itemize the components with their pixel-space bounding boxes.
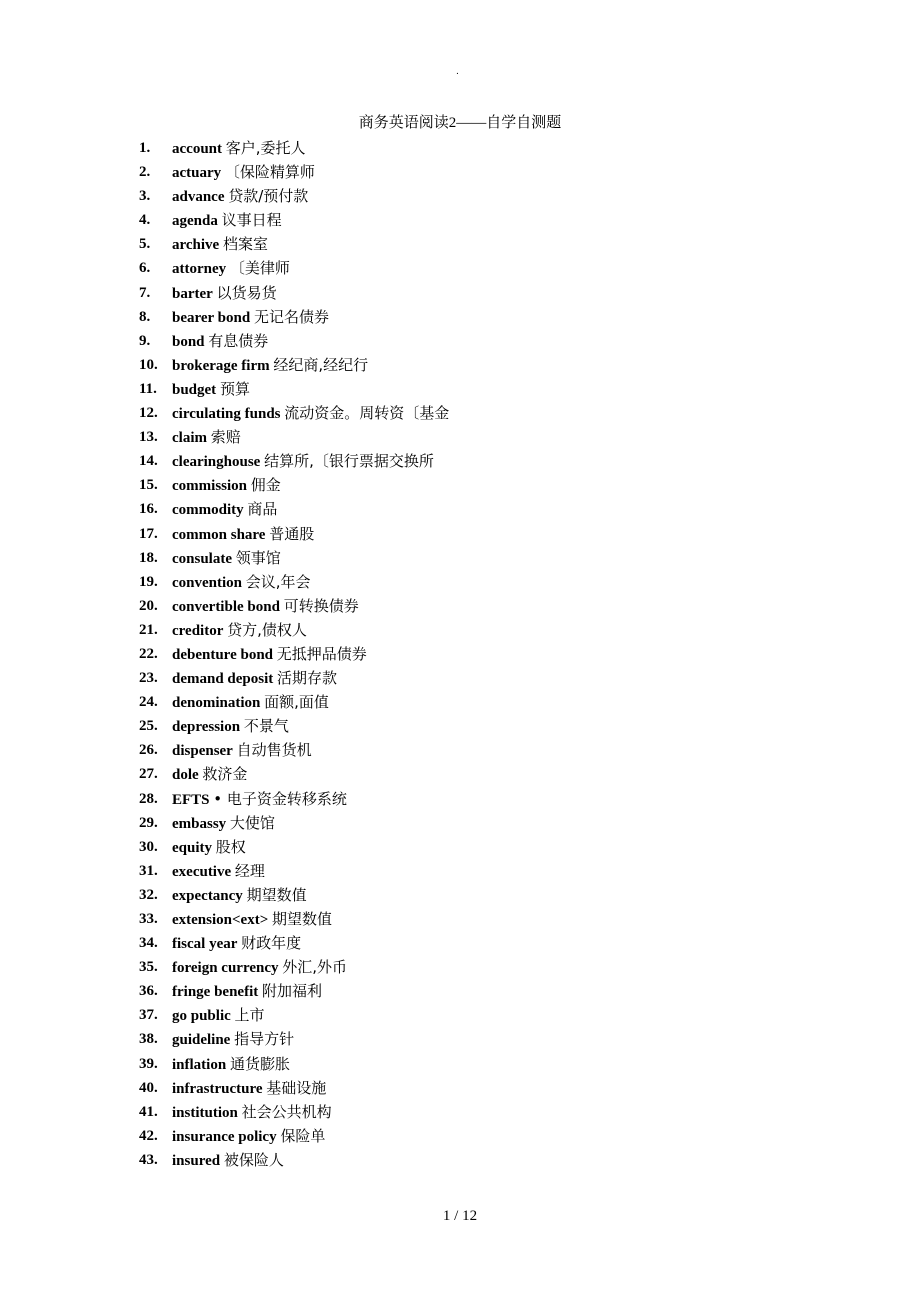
term-english: convertible bond <box>172 598 280 615</box>
item-number: 19. <box>139 573 158 590</box>
item-number: 20. <box>139 597 158 614</box>
item-number: 43. <box>139 1151 158 1168</box>
term-english: circulating funds <box>172 406 281 423</box>
item-number: 9. <box>139 332 151 349</box>
item-body <box>172 859 265 884</box>
item-body <box>172 425 241 450</box>
item-number: 30. <box>139 838 158 855</box>
term-english: bond <box>172 333 205 350</box>
list-item <box>0 136 920 160</box>
term-english: institution <box>172 1104 238 1121</box>
term-english: agenda <box>172 213 218 230</box>
item-body <box>172 232 268 257</box>
term-chinese: 结算所,〔银行票据交换所 <box>264 452 434 471</box>
term-english: infrastructure <box>172 1080 263 1097</box>
item-number: 35. <box>139 959 158 976</box>
term-chinese: 期望数值 <box>246 885 307 904</box>
list-item <box>0 762 920 786</box>
term-chinese: 不景气 <box>243 717 289 736</box>
term-english: debenture bond <box>172 646 274 663</box>
term-english: brokerage firm <box>172 357 270 374</box>
term-english: executive <box>172 863 232 880</box>
list-item <box>0 1100 920 1124</box>
list-item <box>0 377 920 401</box>
term-english: common share <box>172 526 266 543</box>
term-chinese: 可转换债券 <box>283 596 359 615</box>
item-number: 27. <box>139 766 158 783</box>
list-item <box>0 979 920 1003</box>
list-item <box>0 1148 920 1172</box>
list-item <box>0 305 920 329</box>
term-english: dispenser <box>172 743 233 760</box>
item-number: 2. <box>139 164 151 181</box>
item-number: 11. <box>139 380 157 397</box>
item-body <box>172 690 329 715</box>
list-item <box>0 1027 920 1051</box>
term-english: archive <box>172 237 220 254</box>
list-item <box>0 401 920 425</box>
item-number: 1. <box>139 140 151 156</box>
item-number: 28. <box>139 790 158 807</box>
item-body <box>172 208 282 233</box>
term-english: denomination <box>172 695 261 712</box>
item-body <box>172 329 268 354</box>
term-chinese: 客户,委托人 <box>225 139 306 157</box>
item-body <box>172 160 315 185</box>
term-english: advance <box>172 189 225 206</box>
term-chinese: 社会公共机构 <box>241 1102 332 1121</box>
term-chinese: 〔美律师 <box>229 259 290 278</box>
term-english: budget <box>172 381 217 398</box>
list-item <box>0 811 920 835</box>
term-chinese: 通货膨胀 <box>229 1054 290 1073</box>
term-chinese: 保险单 <box>280 1126 326 1145</box>
list-item <box>0 907 920 931</box>
item-number: 10. <box>139 356 158 373</box>
term-chinese: 普通股 <box>269 524 315 543</box>
term-chinese: 贷款/预付款 <box>228 187 309 206</box>
list-item <box>0 353 920 377</box>
list-item <box>0 883 920 907</box>
item-body <box>172 811 275 836</box>
item-body <box>172 305 329 330</box>
term-english: insured <box>172 1152 221 1169</box>
item-number: 26. <box>139 742 158 759</box>
term-chinese: 基础设施 <box>266 1078 327 1097</box>
term-chinese: 〔保险精算师 <box>224 163 315 182</box>
term-english: convention <box>172 574 243 591</box>
term-chinese: 商品 <box>247 500 278 519</box>
term-chinese: 财政年度 <box>241 934 302 953</box>
list-item <box>0 449 920 473</box>
item-number: 15. <box>139 477 158 494</box>
term-chinese: 活期存款 <box>277 669 338 688</box>
item-number: 33. <box>139 911 158 927</box>
list-item <box>0 570 920 594</box>
list-item <box>0 618 920 642</box>
term-chinese: 贷方,债权人 <box>227 620 307 639</box>
term-english: equity <box>172 839 213 856</box>
item-number: 32. <box>139 886 158 903</box>
item-number: 22. <box>139 645 158 662</box>
term-english: commodity <box>172 502 244 519</box>
term-chinese: 经理 <box>234 861 265 880</box>
item-body <box>172 570 311 595</box>
list-item <box>0 208 920 232</box>
list-item <box>0 1124 920 1148</box>
term-chinese: 预算 <box>219 379 250 398</box>
item-body <box>172 618 307 643</box>
list-item <box>0 738 920 762</box>
list-item <box>0 690 920 714</box>
term-english: inflation <box>172 1056 227 1073</box>
list-item <box>0 184 920 208</box>
list-item <box>0 1076 920 1100</box>
item-number: 23. <box>139 670 158 687</box>
list-item <box>0 256 920 280</box>
term-chinese: 索赔 <box>210 428 241 447</box>
term-chinese: 议事日程 <box>221 211 282 230</box>
term-english: creditor <box>172 622 224 639</box>
item-body <box>172 835 246 860</box>
term-chinese: 被保险人 <box>223 1150 284 1169</box>
term-chinese: 附加福利 <box>261 982 322 1001</box>
item-number: 18. <box>139 549 158 566</box>
term-english: commission <box>172 478 247 495</box>
term-chinese: 救济金 <box>202 765 248 784</box>
item-number: 21. <box>139 621 158 638</box>
term-english: insurance policy <box>172 1128 277 1145</box>
item-number: 31. <box>139 862 158 879</box>
item-body <box>172 1100 332 1125</box>
item-body <box>172 714 289 739</box>
term-chinese: 以货易货 <box>216 283 277 302</box>
item-number: 41. <box>139 1103 158 1120</box>
item-body <box>172 642 367 667</box>
term-english: claim <box>172 430 207 447</box>
item-body <box>172 979 322 1004</box>
item-body <box>172 907 332 932</box>
term-english: attorney <box>172 261 227 278</box>
list-item <box>0 473 920 497</box>
list-item <box>0 160 920 184</box>
item-number: 6. <box>139 260 151 277</box>
term-english: embassy <box>172 815 227 832</box>
term-chinese: 佣金 <box>250 476 281 495</box>
item-number: 16. <box>139 501 158 518</box>
term-english: guideline <box>172 1032 231 1049</box>
list-item <box>0 787 920 811</box>
term-chinese: 无记名债券 <box>253 307 329 326</box>
item-body <box>172 473 281 498</box>
term-chinese: 外汇,外币 <box>282 958 348 977</box>
item-number: 24. <box>139 694 158 711</box>
document-title: 商务英语阅读2——自学自测题 <box>358 115 562 131</box>
list-item <box>0 714 920 738</box>
item-body <box>172 353 368 378</box>
term-chinese: • 电子资金转移系统 <box>213 789 347 808</box>
term-english: go public <box>172 1008 231 1025</box>
header-mark: . <box>456 67 459 77</box>
item-number: 29. <box>139 814 158 831</box>
item-number: 36. <box>139 983 158 1000</box>
list-item <box>0 281 920 305</box>
item-body <box>172 666 337 691</box>
item-number: 42. <box>139 1127 158 1144</box>
item-number: 40. <box>139 1079 158 1096</box>
item-number: 14. <box>139 453 158 470</box>
item-body <box>172 1124 325 1149</box>
item-body <box>172 497 277 522</box>
item-number: 17. <box>139 525 158 542</box>
list-item <box>0 232 920 256</box>
term-english: fiscal year <box>172 936 238 953</box>
term-english: bearer bond <box>172 309 251 326</box>
item-body <box>172 377 250 402</box>
item-body <box>172 401 449 426</box>
term-english: foreign currency <box>172 960 279 977</box>
term-chinese: 经纪商,经纪行 <box>273 355 369 374</box>
term-chinese: 领事馆 <box>235 548 281 567</box>
item-body <box>172 184 308 209</box>
item-body <box>172 1076 326 1101</box>
list-item <box>0 1052 920 1076</box>
term-chinese: 流动资金。周转资〔基金 <box>284 404 450 423</box>
list-item <box>0 522 920 546</box>
item-number: 7. <box>139 284 151 301</box>
term-chinese: 面额,面值 <box>264 693 329 712</box>
term-chinese: 档案室 <box>222 235 268 254</box>
item-body <box>172 449 434 474</box>
list-item <box>0 425 920 449</box>
item-number: 34. <box>139 935 158 952</box>
item-body <box>172 1052 290 1077</box>
item-number: 3. <box>139 188 151 205</box>
item-body <box>172 1027 294 1052</box>
item-body <box>172 136 306 161</box>
list-item <box>0 642 920 666</box>
item-body <box>172 1003 265 1028</box>
list-item <box>0 666 920 690</box>
term-chinese: 自动售货机 <box>236 741 312 760</box>
item-number: 37. <box>139 1007 158 1024</box>
term-english: actuary <box>172 165 222 182</box>
term-english: account <box>172 141 222 157</box>
list-item <box>0 955 920 979</box>
term-chinese: 期望数值 <box>272 910 333 928</box>
item-body <box>172 931 301 956</box>
item-number: 25. <box>139 718 158 735</box>
term-english: demand deposit <box>172 671 274 688</box>
list-item <box>0 546 920 570</box>
item-body <box>172 256 290 281</box>
item-number: 8. <box>139 308 151 325</box>
term-chinese: 大使馆 <box>229 813 275 832</box>
item-number: 12. <box>139 405 158 422</box>
term-english: depression <box>172 719 241 736</box>
term-english: consulate <box>172 550 232 567</box>
term-chinese: 上市 <box>234 1006 265 1025</box>
term-chinese: 会议,年会 <box>245 572 311 591</box>
item-body <box>172 522 314 547</box>
list-item <box>0 931 920 955</box>
list-item <box>0 859 920 883</box>
term-chinese: 有息债券 <box>208 331 269 350</box>
term-chinese: 无抵押品债券 <box>276 644 367 663</box>
term-english: clearinghouse <box>172 454 261 471</box>
list-item <box>0 329 920 353</box>
item-number: 13. <box>139 429 158 446</box>
item-body <box>172 738 312 763</box>
term-english: expectancy <box>172 887 243 904</box>
list-item <box>0 497 920 521</box>
term-chinese: 股权 <box>215 837 246 856</box>
term-english: EFTS <box>172 791 210 808</box>
item-number: 39. <box>139 1055 158 1072</box>
list-item <box>0 1003 920 1027</box>
item-body <box>172 546 281 571</box>
term-english: dole <box>172 767 199 784</box>
list-item <box>0 835 920 859</box>
item-number: 38. <box>139 1031 158 1048</box>
item-body <box>172 883 307 908</box>
item-body <box>172 281 277 306</box>
item-body <box>172 762 247 787</box>
item-body <box>172 594 359 619</box>
item-number: 5. <box>139 236 151 253</box>
item-body <box>172 955 347 980</box>
term-english: barter <box>172 285 213 302</box>
item-body <box>172 1148 284 1173</box>
term-english: extension<ext> <box>172 912 269 928</box>
term-english: fringe benefit <box>172 984 259 1001</box>
page-number: 1 / 12 <box>442 1208 478 1224</box>
item-body <box>172 787 347 812</box>
list-item <box>0 594 920 618</box>
vocabulary-list <box>0 136 920 1172</box>
term-chinese: 指导方针 <box>234 1030 295 1049</box>
item-number: 4. <box>139 212 151 229</box>
